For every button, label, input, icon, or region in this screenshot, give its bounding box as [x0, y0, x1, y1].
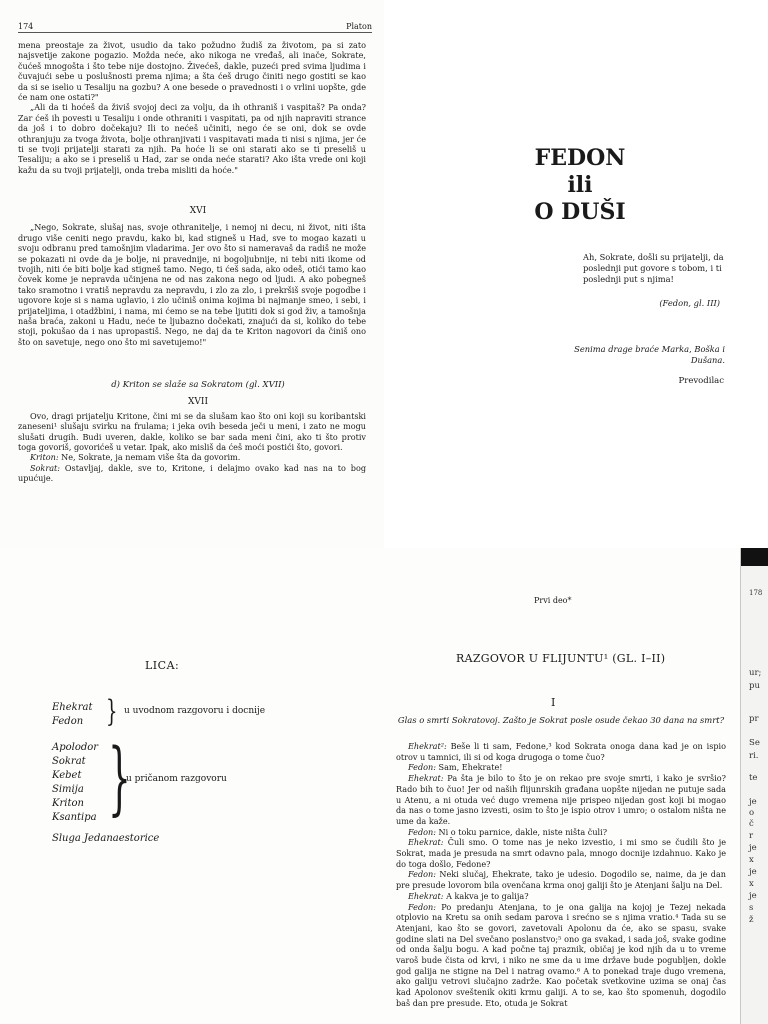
paragraph: „Nego, Sokrate, slušaj nas, svoje othranitelje, i nemoj ni decu, ni život, niti išta drugo više ceniti nego pravdu, kako bi, kad stigneš u Had, sve to mogao kazati u svoju odbranu pred tamošnjim vladarima. Jer ovo što si nameravaš da radiš ne može se pokazati ni ovde da je bolje, ni pravednije, ni bogoljubnije, ni tebi niti ikome od tvojih, niti će biti bolje kad stigneš tamo. Nego, ti ćeš sada, ako odeš, otići tamo kao čovek kome je nepravda učinjena ne od nas zakona nego od ljudi. A ako pobegneš tako sramotno i vratiš nepravdu za nepravdu, i zlo za zlo, i prekršiš svoje pogodbe i ugovore koje si s nama uglavio, i zlo učiniš onima kojima bi najmanje smeo, i sebi, i prijateljima, i otadžbini, i nama, mi ćemo se na tebe ljutiti dok si god živ, a tamošnja naša braća, zakoni u Hadu, neće te ljubazno dočekati, znajući da si, koliko do tebe stoji, pokušao da i nas upropastiš. Nego, ne daj da te Kriton nagovori da činiš ono što on savetuje, nego ono što mi savetujemo!"	[18, 222, 366, 347]
page-top-left	[0, 0, 384, 548]
chapter-heading: I	[551, 696, 556, 709]
translator-signature: Prevodilac	[678, 376, 724, 386]
speaker-label: Fedon:	[408, 869, 436, 880]
character-group-2	[52, 741, 98, 825]
chapter-subtitle: Glas o smrti Sokratovoj. Zašto je Sokrat posle osude čekao 30 dana na smrt?	[397, 715, 725, 725]
page-number: 178	[749, 589, 763, 597]
character-name: Apolodor	[52, 742, 99, 753]
character-name: Kriton	[52, 798, 84, 809]
characters-heading: LICA:	[145, 659, 180, 672]
epigraph-source: (Fedon, gl. III)	[659, 298, 720, 308]
part-label: Prvi deo*	[534, 596, 572, 605]
speech: Neki slučaj, Ehekrate, tako je udesio. Dogodilo se, naime, da je dan pre presude lovorom bila ovenčana krma onoj galiji što je Atenjani šalju na Del.	[396, 869, 726, 891]
chapter-heading: XVI	[189, 206, 207, 216]
title-line: ili	[567, 172, 593, 198]
speaker-label: Fedon:	[408, 826, 436, 837]
epigraph: Ah, Sokrate, došli su prijatelji, da poslednji put govore s tobom, i ti poslednji put s njima!	[583, 252, 724, 284]
speech: Ne, Sokrate, ja nemam više šta da govorim.	[61, 452, 241, 463]
body-text	[18, 40, 366, 175]
text-fragment: je	[749, 891, 757, 901]
paragraph: Ovo, dragi prijatelju Kritone, čini mi se da slušam kao što oni koji su koribantski zaneseni¹ slušaju svirku na frulama; i jeka ovih beseda ječi u meni, i zato ne mogu slušati drugih. Budi uveren, dakle, koliko se bar sada meni čini, ako ti što protiv toga govoriš, govorićeš u vetar. Ipak, ako misliš da ćeš moći postići što, govori.	[18, 410, 366, 453]
speaker-label: Ehekrat:	[408, 837, 444, 848]
speaker-label: Kriton:	[30, 452, 59, 463]
speaker-label: Fedon:	[408, 762, 436, 773]
text-fragment: r	[749, 831, 754, 841]
text-fragment: x	[749, 879, 754, 889]
running-header	[18, 22, 372, 33]
speech: Ni o toku parnice, dakle, niste ništa čuli?	[438, 826, 608, 837]
body-text-2	[18, 206, 366, 347]
title-line: FEDON	[534, 145, 626, 171]
text-fragment: pu	[749, 681, 760, 691]
paragraph: mena preostaje za život, usudio da tako požudno žudiš za životom, pa si zato najsvetije zakone pogazio. Možda neće, ako nikoga ne vređaš, ali inače, Sokrate, čućeš mnogošta i što tebe nije dostojno. Živećeš, dakle, puzeći pred svima ljudima i čuvajući sebe u poslušnosti prema njima; a šta ćeš drugo činiti nego gostiti se kao da si se iselio u Tesaliju na gozbu? A one besede o pravednosti i o vrlini uopšte, gde će nam one ostati?"	[18, 40, 366, 103]
text-fragment: č	[749, 819, 754, 829]
page-number: 174	[18, 22, 34, 31]
dedication: Senima drage braće Marka, Boška i Dušana.	[574, 344, 725, 365]
brace-icon: }	[106, 694, 118, 729]
text-fragment: Se	[749, 738, 760, 748]
text-fragment: o	[749, 808, 755, 818]
chapter-heading: XVII	[187, 397, 209, 408]
character-role: u pričanom razgovoru	[126, 774, 227, 784]
text-fragment: je	[749, 797, 757, 807]
text-fragment: x	[749, 855, 754, 865]
text-fragment: je	[749, 843, 757, 853]
dialogue-text	[396, 741, 726, 1009]
title-line: O DUŠI	[534, 199, 626, 225]
character-name: Ksantipa	[52, 812, 97, 823]
speech: Sam, Ehekrate!	[438, 762, 503, 773]
text-fragment: ur;	[749, 668, 762, 678]
text-fragment: pr	[749, 714, 759, 724]
character-name: Fedon	[52, 716, 84, 727]
body-text-3	[18, 380, 366, 484]
character-name: Kebet	[52, 770, 82, 781]
speaker-label: Ehekrat²:	[408, 741, 447, 751]
character-name: Sokrat	[52, 756, 86, 767]
text-fragment: je	[749, 867, 757, 877]
character-name: Ehekrat	[52, 702, 93, 713]
speech: Ostavljaj, dakle, sve to, Kritone, i delajmo ovako kad nas na to bog upućuje.	[18, 462, 366, 484]
speaker-label: Sokrat:	[30, 462, 60, 473]
text-fragment: ž	[749, 915, 754, 925]
section-subheading: d) Kriton se slaže sa Sokratom (gl. XVII)	[111, 380, 285, 390]
speaker-label: Ehekrat:	[408, 890, 444, 901]
paragraph: „Ali da ti hoćeš da živiš svojoj deci za volju, da ih othraniš i vaspitaš? Pa onda? Zar ćeš ih povesti u Tesaliju i onde othraniti i vaspitati, pa od njih napraviti strance da još i to dobro dočekaju? Ili to nećeš učiniti, nego će se oni, dok se ovde othranjuju za tvoga života, bolje othranjivati i vaspitavati mada ti nisi s njima, jer će ti se tvoji prijatelji starati za njih. Pa hoće li se oni starati ako se ti preseliš u Tesaliju; a ako se i preseliš u Had, zar se onda neće starati? Ako išta vrede oni koji kažu da su tvoji prijatelji, onda treba misliti da hoće."	[18, 102, 366, 175]
page-bottom-right	[384, 548, 740, 1024]
section-heading: RAZGOVOR U FLIJUNTU¹ (GL. I–II)	[456, 652, 666, 665]
page-bottom-left	[0, 548, 384, 1024]
text-fragment: te	[749, 773, 758, 783]
character-servant: Sluga Jedanaestorice	[52, 833, 160, 844]
page-edge-fragment	[740, 548, 768, 1024]
speaker-label: Fedon:	[408, 901, 436, 912]
speech: Pa šta je bilo to što je on rekao pre svoje smrti, i kako je svršio? Rado bih to čuo! Jer od naših flijunrskih građana uopšte nijedan ne putuje sada u Atenu, a ni otuda već dugo vremena nije prispeo nijedan gost koji bi mogao da nas o tome jasno izvesti, osim to što je ispio otrov i umro; o ostalom ništa ne ume da kaže.	[396, 773, 726, 826]
dialogue-title	[500, 145, 660, 226]
speech: A kakva je to galija?	[446, 890, 529, 901]
running-author: Platon	[346, 22, 372, 31]
speech: Po predanju Atenjana, to je ona galija na kojoj je Tezej nekada otplovio na Kretu sa onih sedam parova i srećno se s njima vratio.⁴ Tada su se Atenjani, kao što se govori, zavetovali Apolonu da će, ako se spasu, svake godine slati na Del svečano poslanstvo;⁵ ono ga svakad, i sada još, svake godine od onda šalju bogu. A kad počne taj praznik, običaj je kod njih da u to vreme varoš bude čista od krvi, i niko ne sme da u ime države bude pogubljen, dokle god galija ne stigne na Del i natrag ovamo.⁶ A to ponekad traje dugo vremena, ako galiju vetrovi slučajno zadrže. Kao početak svetkovine uzima se onaj čas kad Apolonov sveštenik okiti krmu galiji. A to se, kao što spomenuh, dogodilo baš dan pre presude. Eto, otuda je Sokrat	[396, 901, 727, 1008]
speech: Beše li ti sam, Fedone,³ kod Sokrata onoga dana kad je on ispio otrov u tamnici, ili si od koga drugoga o tome čuo?	[396, 741, 726, 762]
scan-shadow	[741, 548, 768, 566]
character-role: u uvodnom razgovoru i docnije	[124, 706, 266, 716]
character-name: Simija	[52, 784, 84, 795]
brace-icon: }	[108, 731, 131, 824]
character-group-1	[52, 701, 92, 729]
text-fragment: ri.	[749, 751, 759, 761]
speech: Čuli smo. O tome nas je neko izvestio, i mi smo se čudili što je Sokrat, mada je presuda na smrt odavno pala, mnogo docnije izdahnuo. Kako je do toga došlo, Fedone?	[396, 837, 726, 869]
text-fragment: s	[749, 903, 754, 913]
speaker-label: Ehekrat:	[408, 773, 444, 784]
